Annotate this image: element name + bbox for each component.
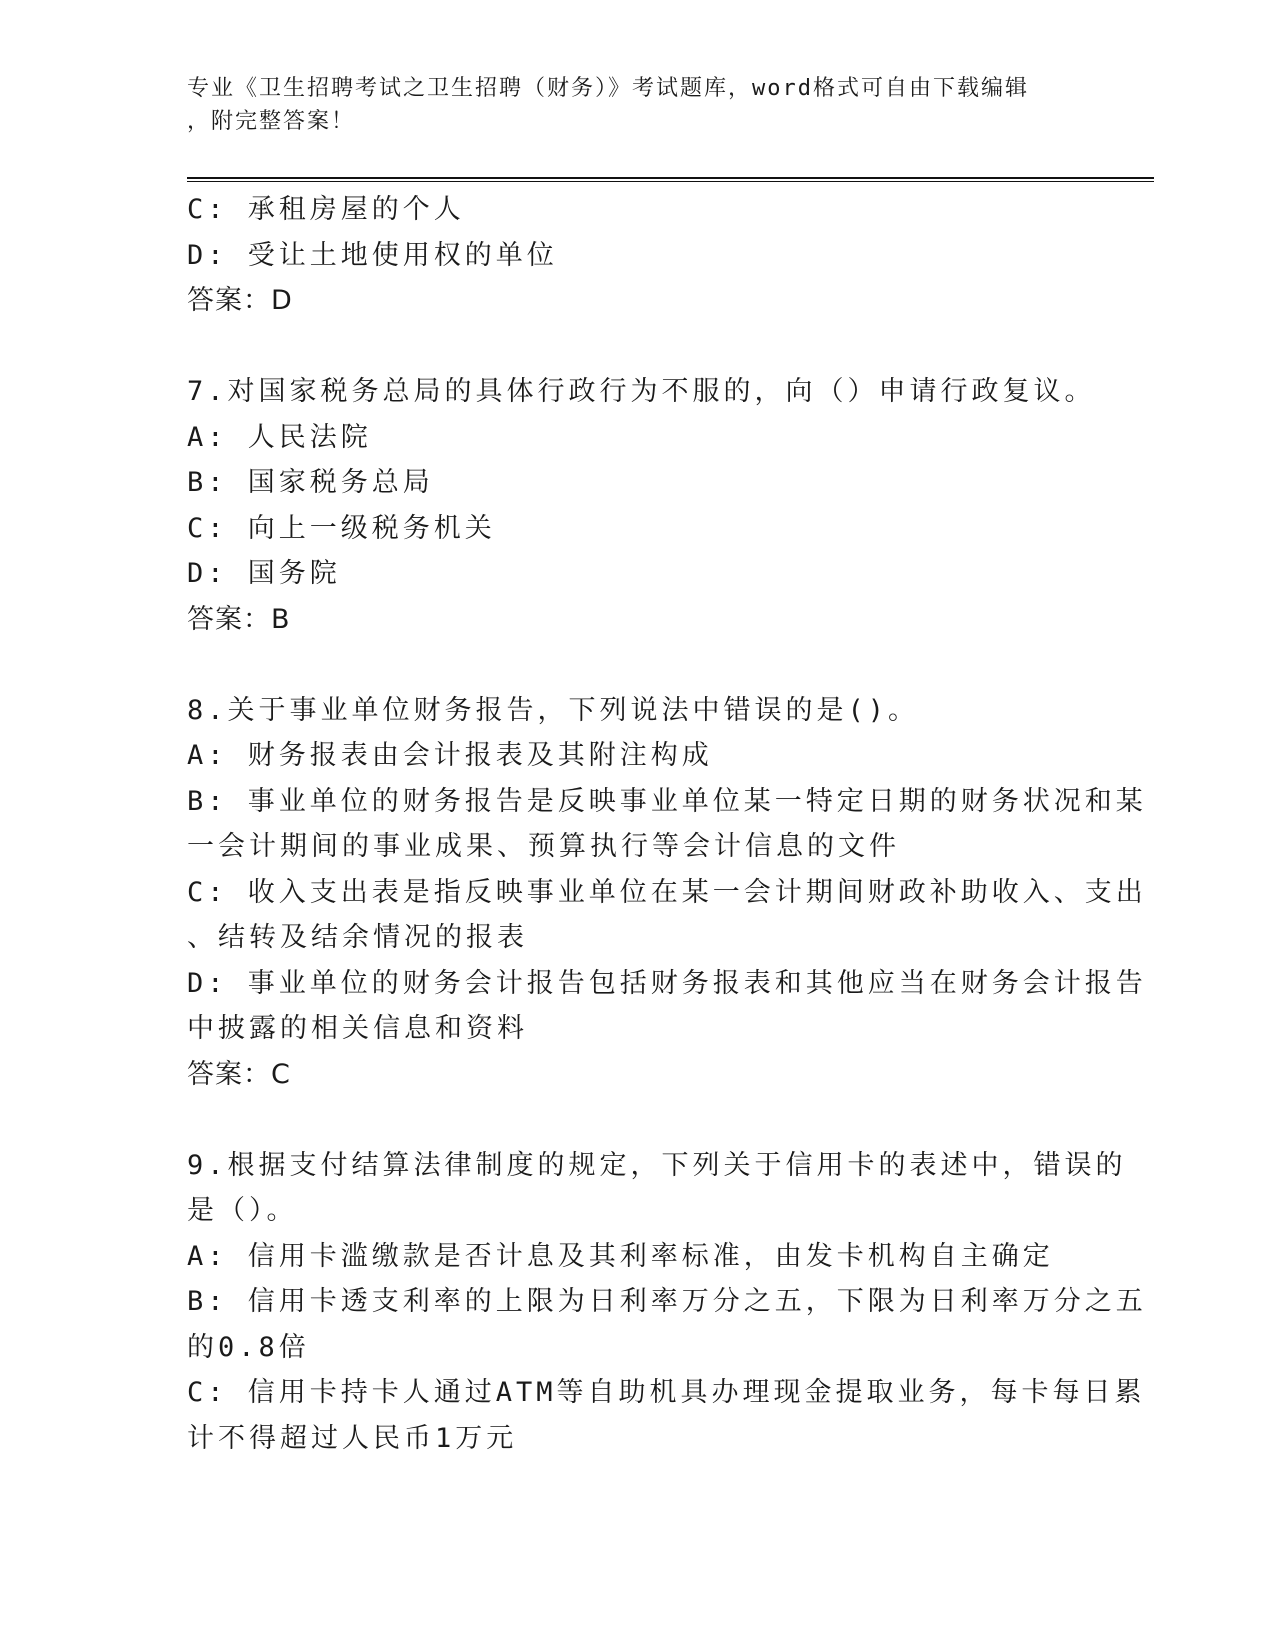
spacer — [187, 324, 1087, 370]
question-list — [187, 187, 1147, 1461]
q6-answer: 答案：D — [187, 285, 293, 316]
q7-answer: 答案：B — [187, 603, 291, 635]
q9-option-a: A: 信用卡滥缴款是否计息及其利率标准，由发卡机构自主确定 — [187, 1240, 1054, 1272]
q8-option-d-line2: 中披露的相关信息和资料 — [187, 1013, 528, 1044]
q8-option-c-line1: C: 收入支出表是指反映事业单位在某一会计期间财政补助收入、支出 — [187, 876, 1147, 908]
q8-option-d-line1: D: 事业单位的财务会计报告包括财务报表和其他应当在财务会计报告 — [187, 967, 1147, 999]
q8-option-c-line2: 、结转及结余情况的报表 — [187, 922, 528, 953]
q7-option-c: C: 向上一级税务机关 — [187, 512, 496, 544]
header-divider — [187, 177, 1154, 182]
q8-stem: 8.关于事业单位财务报告，下列说法中错误的是()。 — [187, 694, 920, 726]
spacer — [187, 642, 1087, 688]
q9-stem-line1: 9.根据支付结算法律制度的规定，下列关于信用卡的表述中，错误的 — [187, 1149, 1127, 1181]
q9-option-c-line2: 计不得超过人民币1万元 — [187, 1422, 518, 1454]
q9-stem-line2: 是（）。 — [187, 1195, 298, 1226]
q9-option-b-line2: 的0.8倍 — [187, 1331, 310, 1363]
q9-option-c-line1: C: 信用卡持卡人通过ATM等自助机具办理现金提取业务，每卡每日累 — [187, 1377, 1146, 1408]
q6-option-c: C: 承租房屋的个人 — [187, 194, 465, 225]
q8-option-b-line2: 一会计期间的事业成果、预算执行等会计信息的文件 — [187, 831, 900, 862]
q8-answer: 答案：C — [187, 1058, 291, 1090]
spacer — [187, 1097, 1087, 1143]
header-line-2: ，附完整答案！ — [187, 109, 356, 134]
q9-option-b-line1: B: 信用卡透支利率的上限为日利率万分之五，下限为日利率万分之五 — [187, 1286, 1147, 1317]
q7-option-b: B: 国家税务总局 — [187, 467, 434, 498]
q7-stem: 7.对国家税务总局的具体行政行为不服的，向（）申请行政复议。 — [187, 376, 1096, 407]
q8-option-a: A: 财务报表由会计报表及其附注构成 — [187, 740, 713, 771]
q7-option-d: D: 国务院 — [187, 558, 341, 589]
q7-option-a: A: 人民法院 — [187, 421, 372, 453]
q6-option-d: D: 受让土地使用权的单位 — [187, 239, 558, 271]
header-line-1: 专业《卫生招聘考试之卫生招聘（财务）》考试题库，word格式可自由下载编辑 — [187, 76, 1029, 101]
document-header — [187, 72, 1067, 138]
q8-option-b-line1: B: 事业单位的财务报告是反映事业单位某一特定日期的财务状况和某 — [187, 785, 1147, 817]
